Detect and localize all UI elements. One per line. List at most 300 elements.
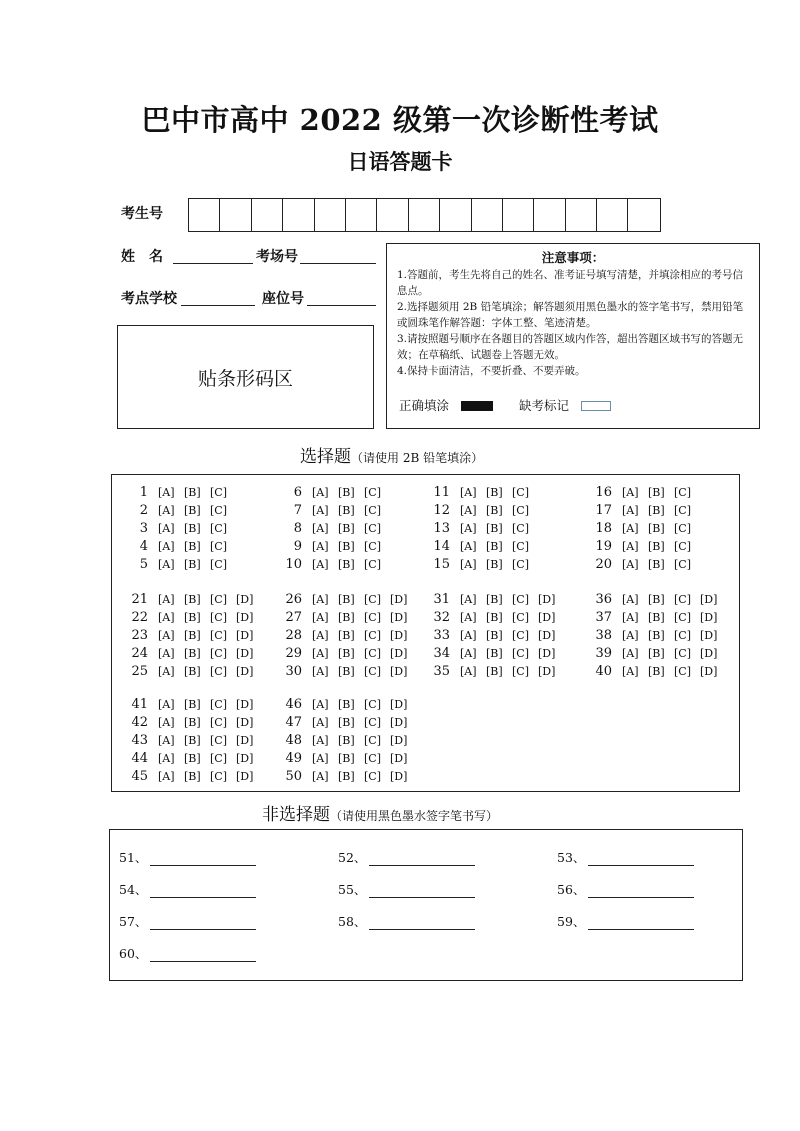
notice-item: 4.保持卡面清洁，不要折叠、不要弄破。 <box>397 365 586 377</box>
answer-option-bubble[interactable]: [A] <box>158 629 175 642</box>
fill-answer-line[interactable] <box>150 917 256 930</box>
question-number: 47 <box>285 715 302 730</box>
answer-option-bubble[interactable]: [A] <box>460 522 477 535</box>
answer-option-bubble[interactable]: [B] <box>648 522 665 535</box>
answer-option-bubble[interactable]: [A] <box>312 716 329 729</box>
mcq-question <box>122 537 236 555</box>
answer-option-bubble[interactable]: [C] <box>364 752 381 765</box>
answer-option-bubble[interactable]: [B] <box>184 716 201 729</box>
exam-number-digit-box[interactable] <box>189 199 220 231</box>
question-number: 25 <box>131 664 148 679</box>
fill-question-number: 59、 <box>557 914 586 929</box>
answer-option-bubble[interactable]: [C] <box>364 716 381 729</box>
answer-option-bubble[interactable]: [D] <box>390 734 408 747</box>
answer-option-bubble[interactable]: [C] <box>512 558 529 571</box>
answer-option-bubble[interactable]: [A] <box>622 558 639 571</box>
mcq-question <box>586 626 726 644</box>
fill-answer-line[interactable] <box>150 949 256 962</box>
answer-option-bubble[interactable]: [A] <box>312 540 329 553</box>
answer-option-bubble[interactable]: [B] <box>184 522 201 535</box>
answer-option-bubble[interactable]: [D] <box>390 698 408 711</box>
question-number: 31 <box>433 592 450 607</box>
fill-question <box>338 848 475 866</box>
question-number: 26 <box>285 592 302 607</box>
mcq-question <box>586 519 700 537</box>
answer-option-bubble[interactable]: [B] <box>648 486 665 499</box>
answer-option-bubble[interactable]: [A] <box>312 593 329 606</box>
mcq-question <box>276 608 416 626</box>
answer-option-bubble[interactable]: [A] <box>460 611 477 624</box>
exam-number-digit-box[interactable] <box>220 199 251 231</box>
answer-option-bubble[interactable]: [B] <box>648 611 665 624</box>
fill-question <box>119 912 256 930</box>
answer-option-bubble[interactable]: [B] <box>338 611 355 624</box>
answer-option-bubble[interactable]: [C] <box>512 504 529 517</box>
answer-option-bubble[interactable]: [B] <box>184 593 201 606</box>
notice-box <box>386 243 760 429</box>
answer-option-bubble[interactable]: [D] <box>236 593 254 606</box>
answer-option-bubble[interactable]: [D] <box>390 629 408 642</box>
answer-option-bubble[interactable]: [C] <box>512 540 529 553</box>
mcq-question <box>122 608 262 626</box>
question-number: 19 <box>595 539 612 554</box>
answer-option-bubble[interactable]: [B] <box>184 540 201 553</box>
answer-option-bubble[interactable]: [B] <box>184 698 201 711</box>
answer-option-bubble[interactable]: [B] <box>184 734 201 747</box>
answer-option-bubble[interactable]: [A] <box>312 698 329 711</box>
answer-option-bubble[interactable]: [B] <box>184 558 201 571</box>
answer-option-bubble[interactable]: [A] <box>460 665 477 678</box>
answer-option-bubble[interactable]: [B] <box>184 504 201 517</box>
mcq-question <box>586 608 726 626</box>
exam-number-digit-box[interactable] <box>503 199 534 231</box>
answer-option-bubble[interactable]: [A] <box>622 611 639 624</box>
exam-number-boxes[interactable] <box>188 198 661 232</box>
fill-answer-line[interactable] <box>369 885 475 898</box>
answer-option-bubble[interactable]: [A] <box>158 734 175 747</box>
question-number: 20 <box>595 557 612 572</box>
answer-option-bubble[interactable]: [C] <box>210 752 227 765</box>
answer-option-bubble[interactable]: [D] <box>236 629 254 642</box>
mcq-question <box>276 767 416 785</box>
question-number: 27 <box>285 610 302 625</box>
answer-option-bubble[interactable]: [D] <box>236 647 254 660</box>
page-subtitle: 日语答题卡 <box>347 149 453 174</box>
answer-option-bubble[interactable]: [D] <box>538 629 556 642</box>
fill-answer-line[interactable] <box>150 885 256 898</box>
answer-option-bubble[interactable]: [C] <box>512 593 529 606</box>
answer-option-bubble[interactable]: [C] <box>210 716 227 729</box>
answer-option-bubble[interactable]: [A] <box>312 647 329 660</box>
answer-option-bubble[interactable]: [B] <box>486 629 503 642</box>
fill-question-number: 55、 <box>338 882 367 897</box>
exam-number-digit-box[interactable] <box>472 199 503 231</box>
answer-option-bubble[interactable]: [A] <box>312 504 329 517</box>
answer-option-bubble[interactable]: [A] <box>312 665 329 678</box>
correct-fill-label: 正确填涂 <box>399 398 450 413</box>
answer-option-bubble[interactable]: [C] <box>364 593 381 606</box>
question-number: 16 <box>595 485 612 500</box>
fill-question-number: 51、 <box>119 850 148 865</box>
question-number: 34 <box>433 646 450 661</box>
barcode-label: 贴条形码区 <box>197 367 293 390</box>
question-number: 2 <box>139 503 148 518</box>
question-number: 5 <box>139 557 148 572</box>
answer-option-bubble[interactable]: [B] <box>338 698 355 711</box>
answer-option-bubble[interactable]: [B] <box>486 486 503 499</box>
correct-fill-sample <box>461 401 493 411</box>
answer-option-bubble[interactable]: [B] <box>648 629 665 642</box>
answer-option-bubble[interactable]: [B] <box>338 647 355 660</box>
answer-option-bubble[interactable]: [C] <box>210 522 227 535</box>
absent-mark-label: 缺考标记 <box>519 398 570 413</box>
answer-option-bubble[interactable]: [C] <box>210 734 227 747</box>
exam-number-digit-box[interactable] <box>377 199 408 231</box>
mcq-question <box>424 501 538 519</box>
answer-option-bubble[interactable]: [B] <box>648 504 665 517</box>
answer-option-bubble[interactable]: [A] <box>622 486 639 499</box>
mcq-question <box>276 519 390 537</box>
answer-option-bubble[interactable]: [B] <box>338 540 355 553</box>
answer-option-bubble[interactable]: [A] <box>312 629 329 642</box>
answer-option-bubble[interactable]: [B] <box>648 647 665 660</box>
answer-option-bubble[interactable]: [B] <box>486 540 503 553</box>
answer-option-bubble[interactable]: [C] <box>512 665 529 678</box>
absent-mark-checkbox[interactable] <box>581 401 611 411</box>
answer-option-bubble[interactable]: [A] <box>622 665 639 678</box>
answer-option-bubble[interactable]: [D] <box>700 665 718 678</box>
answer-option-bubble[interactable]: [D] <box>236 716 254 729</box>
answer-option-bubble[interactable]: [A] <box>158 486 175 499</box>
answer-option-bubble[interactable]: [A] <box>312 734 329 747</box>
answer-option-bubble[interactable]: [A] <box>158 698 175 711</box>
answer-option-bubble[interactable]: [D] <box>700 593 718 606</box>
answer-option-bubble[interactable]: [A] <box>312 486 329 499</box>
answer-option-bubble[interactable]: [C] <box>512 486 529 499</box>
exam-number-digit-box[interactable] <box>283 199 314 231</box>
mcq-question <box>122 713 262 731</box>
mcq-answer-area <box>111 474 740 792</box>
answer-option-bubble[interactable]: [B] <box>184 629 201 642</box>
fill-hint: （请使用黑色墨水签字笔书写） <box>330 809 499 823</box>
question-number: 3 <box>139 521 148 536</box>
answer-option-bubble[interactable]: [A] <box>158 540 175 553</box>
answer-option-bubble[interactable]: [D] <box>236 611 254 624</box>
answer-option-bubble[interactable]: [C] <box>512 647 529 660</box>
answer-option-bubble[interactable]: [C] <box>674 647 691 660</box>
fill-section-title <box>262 800 498 825</box>
answer-option-bubble[interactable]: [D] <box>700 629 718 642</box>
mcq-question <box>424 662 564 680</box>
answer-option-bubble[interactable]: [B] <box>184 665 201 678</box>
answer-option-bubble[interactable]: [D] <box>236 734 254 747</box>
answer-option-bubble[interactable]: [C] <box>364 540 381 553</box>
answer-option-bubble[interactable]: [C] <box>674 540 691 553</box>
mcq-question <box>122 749 262 767</box>
answer-option-bubble[interactable]: [B] <box>184 647 201 660</box>
answer-option-bubble[interactable]: [C] <box>364 734 381 747</box>
answer-option-bubble[interactable]: [B] <box>648 665 665 678</box>
question-number: 29 <box>285 646 302 661</box>
answer-option-bubble[interactable]: [C] <box>674 486 691 499</box>
answer-option-bubble[interactable]: [B] <box>486 665 503 678</box>
answer-option-bubble[interactable]: [B] <box>338 558 355 571</box>
answer-option-bubble[interactable]: [B] <box>648 540 665 553</box>
answer-option-bubble[interactable]: [C] <box>364 611 381 624</box>
answer-option-bubble[interactable]: [D] <box>538 611 556 624</box>
fill-question <box>119 848 256 866</box>
exam-number-digit-box[interactable] <box>252 199 283 231</box>
fill-answer-line[interactable] <box>369 917 475 930</box>
answer-option-bubble[interactable]: [C] <box>364 665 381 678</box>
question-number: 44 <box>131 751 148 766</box>
answer-option-bubble[interactable]: [C] <box>210 540 227 553</box>
answer-option-bubble[interactable]: [D] <box>236 665 254 678</box>
mcq-title: 选择题 <box>300 447 351 467</box>
mcq-question <box>276 626 416 644</box>
notice-item: 3.请按照题号顺序在各题目的答题区域内作答，超出答题区域书写的答题无效；在草稿纸、试题卷上答题无效。 <box>397 333 744 361</box>
answer-option-bubble[interactable]: [A] <box>158 665 175 678</box>
barcode-area <box>117 325 374 429</box>
answer-option-bubble[interactable]: [A] <box>312 752 329 765</box>
fill-question-number: 52、 <box>338 850 367 865</box>
exam-number-digit-box[interactable] <box>534 199 565 231</box>
answer-option-bubble[interactable]: [B] <box>338 770 355 783</box>
answer-option-bubble[interactable]: [A] <box>460 629 477 642</box>
answer-option-bubble[interactable]: [C] <box>512 522 529 535</box>
answer-option-bubble[interactable]: [B] <box>338 665 355 678</box>
mcq-question <box>276 555 390 573</box>
question-number: 24 <box>131 646 148 661</box>
answer-option-bubble[interactable]: [B] <box>338 593 355 606</box>
question-number: 32 <box>433 610 450 625</box>
answer-option-bubble[interactable]: [C] <box>364 770 381 783</box>
answer-option-bubble[interactable]: [A] <box>622 647 639 660</box>
answer-option-bubble[interactable]: [B] <box>338 629 355 642</box>
answer-option-bubble[interactable]: [D] <box>538 593 556 606</box>
question-number: 10 <box>285 557 302 572</box>
answer-option-bubble[interactable]: [C] <box>210 647 227 660</box>
question-number: 15 <box>433 557 450 572</box>
answer-option-bubble[interactable]: [B] <box>486 611 503 624</box>
answer-option-bubble[interactable]: [A] <box>622 593 639 606</box>
answer-option-bubble[interactable]: [D] <box>390 752 408 765</box>
answer-option-bubble[interactable]: [A] <box>158 558 175 571</box>
answer-option-bubble[interactable]: [C] <box>674 558 691 571</box>
answer-option-bubble[interactable]: [B] <box>486 504 503 517</box>
answer-option-bubble[interactable]: [A] <box>312 770 329 783</box>
mcq-question <box>276 590 416 608</box>
answer-option-bubble[interactable]: [D] <box>390 611 408 624</box>
answer-option-bubble[interactable]: [D] <box>700 611 718 624</box>
question-number: 11 <box>433 485 450 500</box>
answer-option-bubble[interactable]: [C] <box>210 665 227 678</box>
answer-option-bubble[interactable]: [D] <box>390 770 408 783</box>
answer-option-bubble[interactable]: [D] <box>538 665 556 678</box>
fill-question <box>557 912 694 930</box>
answer-option-bubble[interactable]: [C] <box>512 629 529 642</box>
answer-option-bubble[interactable]: [A] <box>622 540 639 553</box>
answer-option-bubble[interactable]: [C] <box>210 486 227 499</box>
answer-option-bubble[interactable]: [C] <box>364 629 381 642</box>
fill-question <box>338 880 475 898</box>
answer-option-bubble[interactable]: [B] <box>648 558 665 571</box>
fill-answer-line[interactable] <box>588 917 694 930</box>
fill-question <box>557 880 694 898</box>
mcq-question <box>276 713 416 731</box>
answer-option-bubble[interactable]: [A] <box>460 593 477 606</box>
mcq-question <box>122 626 262 644</box>
answer-option-bubble[interactable]: [B] <box>184 752 201 765</box>
answer-option-bubble[interactable]: [C] <box>674 522 691 535</box>
mcq-question <box>122 590 262 608</box>
answer-option-bubble[interactable]: [B] <box>648 593 665 606</box>
answer-option-bubble[interactable]: [A] <box>460 558 477 571</box>
answer-option-bubble[interactable]: [C] <box>210 770 227 783</box>
answer-option-bubble[interactable]: [A] <box>158 752 175 765</box>
answer-option-bubble[interactable]: [A] <box>158 770 175 783</box>
fill-question <box>338 912 475 930</box>
question-number: 37 <box>595 610 612 625</box>
answer-option-bubble[interactable]: [B] <box>338 716 355 729</box>
answer-option-bubble[interactable]: [C] <box>210 629 227 642</box>
answer-option-bubble[interactable]: [A] <box>460 504 477 517</box>
mcq-question <box>586 662 726 680</box>
answer-option-bubble[interactable]: [A] <box>158 522 175 535</box>
answer-option-bubble[interactable]: [B] <box>338 522 355 535</box>
answer-option-bubble[interactable]: [A] <box>158 593 175 606</box>
exam-number-digit-box[interactable] <box>409 199 440 231</box>
fill-question-number: 56、 <box>557 882 586 897</box>
answer-option-bubble[interactable]: [A] <box>158 647 175 660</box>
question-number: 38 <box>595 628 612 643</box>
mcq-question <box>122 483 236 501</box>
fill-answer-line[interactable] <box>369 853 475 866</box>
question-number: 6 <box>293 485 302 500</box>
answer-option-bubble[interactable]: [B] <box>338 486 355 499</box>
mcq-question <box>122 662 262 680</box>
answer-option-bubble[interactable]: [C] <box>674 593 691 606</box>
school-field[interactable] <box>181 289 255 306</box>
fill-answer-line[interactable] <box>588 853 694 866</box>
answer-option-bubble[interactable]: [A] <box>460 486 477 499</box>
exam-number-digit-box[interactable] <box>315 199 346 231</box>
answer-option-bubble[interactable]: [C] <box>210 504 227 517</box>
question-number: 8 <box>293 521 302 536</box>
answer-option-bubble[interactable]: [D] <box>538 647 556 660</box>
mcq-question <box>122 644 262 662</box>
question-number: 49 <box>285 751 302 766</box>
answer-option-bubble[interactable]: [C] <box>674 629 691 642</box>
answer-option-bubble[interactable]: [C] <box>364 522 381 535</box>
exam-number-label: 考生号 <box>121 206 163 222</box>
exam-number-digit-box[interactable] <box>566 199 597 231</box>
answer-option-bubble[interactable]: [D] <box>700 647 718 660</box>
mcq-question <box>586 483 700 501</box>
answer-option-bubble[interactable]: [D] <box>390 647 408 660</box>
answer-option-bubble[interactable]: [A] <box>622 504 639 517</box>
answer-option-bubble[interactable]: [B] <box>486 593 503 606</box>
answer-option-bubble[interactable]: [C] <box>512 611 529 624</box>
fill-title: 非选择题 <box>262 805 330 825</box>
answer-option-bubble[interactable]: [D] <box>390 716 408 729</box>
answer-option-bubble[interactable]: [A] <box>622 629 639 642</box>
answer-option-bubble[interactable]: [B] <box>486 647 503 660</box>
answer-option-bubble[interactable]: [C] <box>364 558 381 571</box>
room-field[interactable] <box>300 247 376 264</box>
answer-option-bubble[interactable]: [D] <box>236 698 254 711</box>
answer-option-bubble[interactable]: [C] <box>364 698 381 711</box>
answer-option-bubble[interactable]: [D] <box>236 752 254 765</box>
room-label: 考场号 <box>256 249 298 265</box>
answer-option-bubble[interactable]: [C] <box>210 611 227 624</box>
answer-option-bubble[interactable]: [C] <box>210 698 227 711</box>
mcq-question <box>424 644 564 662</box>
answer-option-bubble[interactable]: [A] <box>622 522 639 535</box>
answer-option-bubble[interactable]: [D] <box>236 770 254 783</box>
mcq-question <box>122 695 262 713</box>
answer-option-bubble[interactable]: [A] <box>158 504 175 517</box>
answer-option-bubble[interactable]: [C] <box>364 647 381 660</box>
page-title: 巴中市高中 2022 级第一次诊断性考试 <box>141 103 659 137</box>
answer-option-bubble[interactable]: [B] <box>184 770 201 783</box>
answer-option-bubble[interactable]: [C] <box>364 504 381 517</box>
answer-option-bubble[interactable]: [B] <box>338 752 355 765</box>
fill-answer-line[interactable] <box>588 885 694 898</box>
mcq-question <box>424 590 564 608</box>
answer-option-bubble[interactable]: [C] <box>674 504 691 517</box>
answer-option-bubble[interactable]: [B] <box>338 734 355 747</box>
answer-option-bubble[interactable]: [D] <box>390 665 408 678</box>
answer-option-bubble[interactable]: [A] <box>312 611 329 624</box>
exam-number-digit-box[interactable] <box>440 199 471 231</box>
answer-option-bubble[interactable]: [A] <box>158 611 175 624</box>
name-field[interactable] <box>173 247 253 264</box>
answer-option-bubble[interactable]: [B] <box>184 486 201 499</box>
fill-answer-line[interactable] <box>150 853 256 866</box>
question-number: 28 <box>285 628 302 643</box>
school-label: 考点学校 <box>121 291 177 307</box>
answer-option-bubble[interactable]: [C] <box>210 593 227 606</box>
answer-option-bubble[interactable]: [B] <box>184 611 201 624</box>
answer-option-bubble[interactable]: [C] <box>674 665 691 678</box>
exam-number-digit-box[interactable] <box>597 199 628 231</box>
mcq-question <box>122 501 236 519</box>
answer-option-bubble[interactable]: [B] <box>486 558 503 571</box>
answer-option-bubble[interactable]: [B] <box>486 522 503 535</box>
question-number: 1 <box>139 485 148 500</box>
answer-option-bubble[interactable]: [C] <box>210 558 227 571</box>
exam-number-digit-box[interactable] <box>346 199 377 231</box>
answer-option-bubble[interactable]: [A] <box>460 540 477 553</box>
seat-field[interactable] <box>307 289 376 306</box>
name-label: 姓 名 <box>121 249 163 265</box>
answer-option-bubble[interactable]: [D] <box>390 593 408 606</box>
answer-option-bubble[interactable]: [A] <box>312 522 329 535</box>
question-number: 50 <box>285 769 302 784</box>
answer-option-bubble[interactable]: [B] <box>338 504 355 517</box>
mcq-question <box>276 749 416 767</box>
question-number: 41 <box>131 697 148 712</box>
answer-option-bubble[interactable]: [A] <box>158 716 175 729</box>
answer-option-bubble[interactable]: [A] <box>312 558 329 571</box>
fill-question-number: 57、 <box>119 914 148 929</box>
question-number: 39 <box>595 646 612 661</box>
answer-option-bubble[interactable]: [C] <box>674 611 691 624</box>
exam-number-digit-box[interactable] <box>628 199 659 231</box>
answer-option-bubble[interactable]: [A] <box>460 647 477 660</box>
answer-option-bubble[interactable]: [C] <box>364 486 381 499</box>
